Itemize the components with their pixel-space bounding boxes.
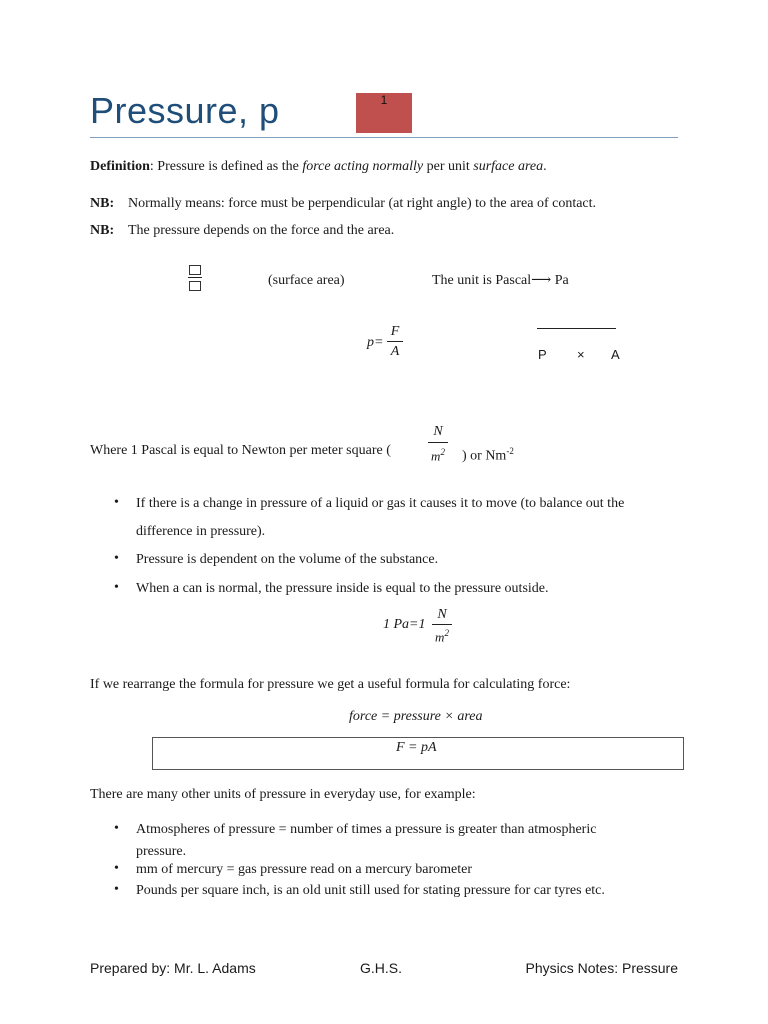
- bullet-dot: •: [114, 580, 119, 595]
- formula-lhs: p=: [367, 335, 384, 350]
- definition-paragraph: [90, 158, 547, 176]
- pascal-denominator-exp: 2: [440, 447, 445, 457]
- units-bullet-1-line-2: pressure.: [136, 844, 187, 859]
- surface-area-label: (surface area): [268, 273, 345, 288]
- page-number: 1: [380, 93, 388, 107]
- triangle-p: P: [538, 347, 547, 362]
- page-title: Pressure, p: [90, 90, 280, 131]
- definition-text-3: .: [543, 159, 547, 174]
- pa-formula-lhs: [383, 616, 426, 634]
- pascal-after-exp: -2: [506, 446, 514, 456]
- bullet-dot: •: [114, 861, 119, 876]
- placeholder-numerator: [189, 265, 201, 275]
- pascal-numerator: N: [433, 424, 443, 439]
- pascal-denominator-base: m: [431, 448, 441, 464]
- boxed-formula: F = pA: [396, 740, 437, 755]
- formula-fraction-bar: [387, 341, 403, 342]
- bullet-2: Pressure is dependent on the volume of the substance.: [136, 552, 439, 567]
- bullet-dot: •: [114, 551, 119, 566]
- placeholder-denominator: [189, 281, 201, 291]
- units-bullet-3: Pounds per square inch, is an old unit still used for stating pressure for car tyres etc.: [136, 883, 605, 898]
- units-bullet-1-line-1: Atmospheres of pressure = number of times a pressure is greater than atmospheric: [136, 822, 597, 837]
- units-bullet-2: mm of mercury = gas pressure read on a mercury barometer: [136, 862, 472, 877]
- definition-label: Definition: [90, 159, 150, 174]
- pascal-after-base: ) or Nm: [462, 448, 507, 464]
- pa-fraction-bar: [432, 624, 452, 625]
- placeholder-fraction-bar: [188, 277, 202, 278]
- nb-text-2: The pressure depends on the force and the area.: [128, 223, 395, 238]
- formula-numerator: F: [390, 324, 400, 339]
- bullet-1-line-1: If there is a change in pressure of a liquid or gas it causes it to move (to balance out the: [136, 496, 625, 511]
- footer-left: Prepared by: Mr. L. Adams: [90, 960, 256, 976]
- bullet-3: When a can is normal, the pressure inside is equal to the pressure outside.: [136, 581, 549, 596]
- pa-denominator-exp: 2: [444, 628, 449, 638]
- unit-text: The unit is Pascal⟶ Pa: [432, 273, 569, 288]
- title-underline: [90, 137, 678, 138]
- definition-text-1: : Pressure is defined as the: [149, 159, 303, 174]
- nb-text-1: Normally means: force must be perpendicular (at right angle) to the area of contact.: [128, 196, 597, 211]
- triangle-a: A: [611, 347, 620, 362]
- pascal-fraction-bar: [428, 442, 448, 443]
- pascal-denominator: [426, 447, 450, 464]
- pa-denominator-base: m: [435, 629, 445, 645]
- pascal-text-before: Where 1 Pascal is equal to Newton per meter square (: [90, 443, 391, 458]
- nb-label-2: NB:: [90, 223, 115, 238]
- footer-right: Physics Notes: Pressure: [525, 960, 678, 976]
- definition-area-phrase: surface area: [473, 159, 544, 174]
- bullet-dot: •: [114, 882, 119, 897]
- pa-denominator: [430, 628, 454, 645]
- footer-center: G.H.S.: [360, 960, 403, 976]
- pa-numerator: N: [437, 607, 447, 622]
- triangle-times: ×: [577, 347, 585, 362]
- definition-force-phrase: force acting normally: [302, 159, 424, 174]
- triangle-top-line: [537, 328, 616, 329]
- rearrange-text: If we rearrange the formula for pressure we get a useful formula for calculating force:: [90, 677, 571, 692]
- pa-formula-lhs-text: 1 Pa=1: [383, 617, 426, 632]
- other-units-text: There are many other units of pressure in everyday use, for example:: [90, 787, 476, 802]
- bullet-1-line-2: difference in pressure).: [136, 524, 266, 539]
- definition-text-2: per unit: [423, 159, 474, 174]
- formula-denominator: A: [390, 344, 400, 359]
- bullet-dot: •: [114, 495, 119, 510]
- pascal-text-after: [462, 442, 514, 466]
- force-formula: force = pressure × area: [349, 709, 483, 724]
- bullet-dot: •: [114, 821, 119, 836]
- nb-label-1: NB:: [90, 196, 115, 211]
